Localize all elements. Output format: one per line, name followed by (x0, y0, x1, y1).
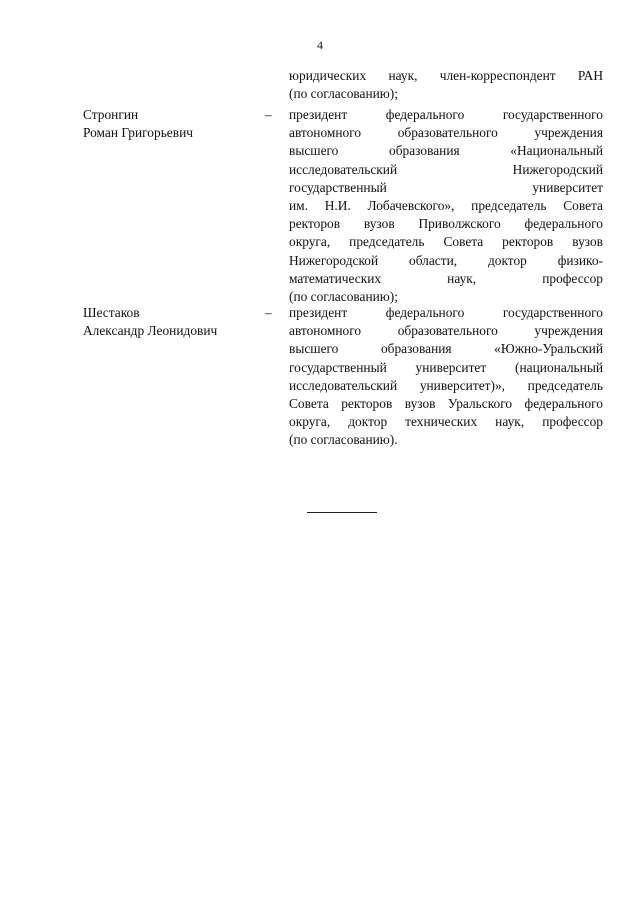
text-line: исследовательский университет)», председатель (289, 377, 603, 393)
member-surname: Шестаков (83, 305, 140, 320)
text-line: государственный университет (289, 179, 603, 195)
text-line: им. Н.И. Лобачевского», председатель Совета (289, 197, 603, 213)
text-line: ректоров вузов Приволжского федерального (289, 216, 603, 232)
member-surname: Стронгин (83, 107, 139, 122)
text-line: Нижегородской области, доктор физико- (289, 252, 603, 268)
text-line: математических наук, профессор (289, 270, 603, 286)
member-given-names: Роман Григорьевич (83, 125, 193, 141)
dash-separator: – (265, 305, 272, 320)
text-line: исследовательский Нижегородский (289, 161, 603, 177)
text-line: президент федерального государственного (289, 107, 603, 122)
member-name (83, 304, 263, 340)
member-description (289, 106, 603, 306)
page-number: 4 (317, 38, 323, 52)
member-description (289, 304, 603, 450)
text-line: автономного образовательного учреждения (289, 125, 603, 141)
text-line: автономного образовательного учреждения (289, 323, 603, 339)
text-line: (по согласованию). (289, 432, 398, 448)
text-line: высшего образования «Южно-Уральский (289, 341, 603, 357)
text-line: округа, председатель Совета ректоров вузов (289, 234, 603, 250)
member-name (83, 106, 263, 142)
text-line: округа, доктор технических наук, профессор (289, 414, 603, 430)
text-line: (по согласованию); (289, 86, 398, 102)
text-line: государственный университет (национальный (289, 359, 603, 375)
text-line: Совета ректоров вузов Уральского федерального (289, 395, 603, 411)
dash-separator: – (265, 107, 272, 122)
end-rule (307, 512, 377, 513)
member-given-names: Александр Леонидович (83, 323, 218, 339)
continuation-text (289, 67, 603, 103)
text-line: юридических наук, член-корреспондент РАН (289, 68, 603, 83)
text-line: (по согласованию); (289, 288, 398, 304)
text-line: высшего образования «Национальный (289, 143, 603, 159)
text-line: президент федерального государственного (289, 305, 603, 320)
